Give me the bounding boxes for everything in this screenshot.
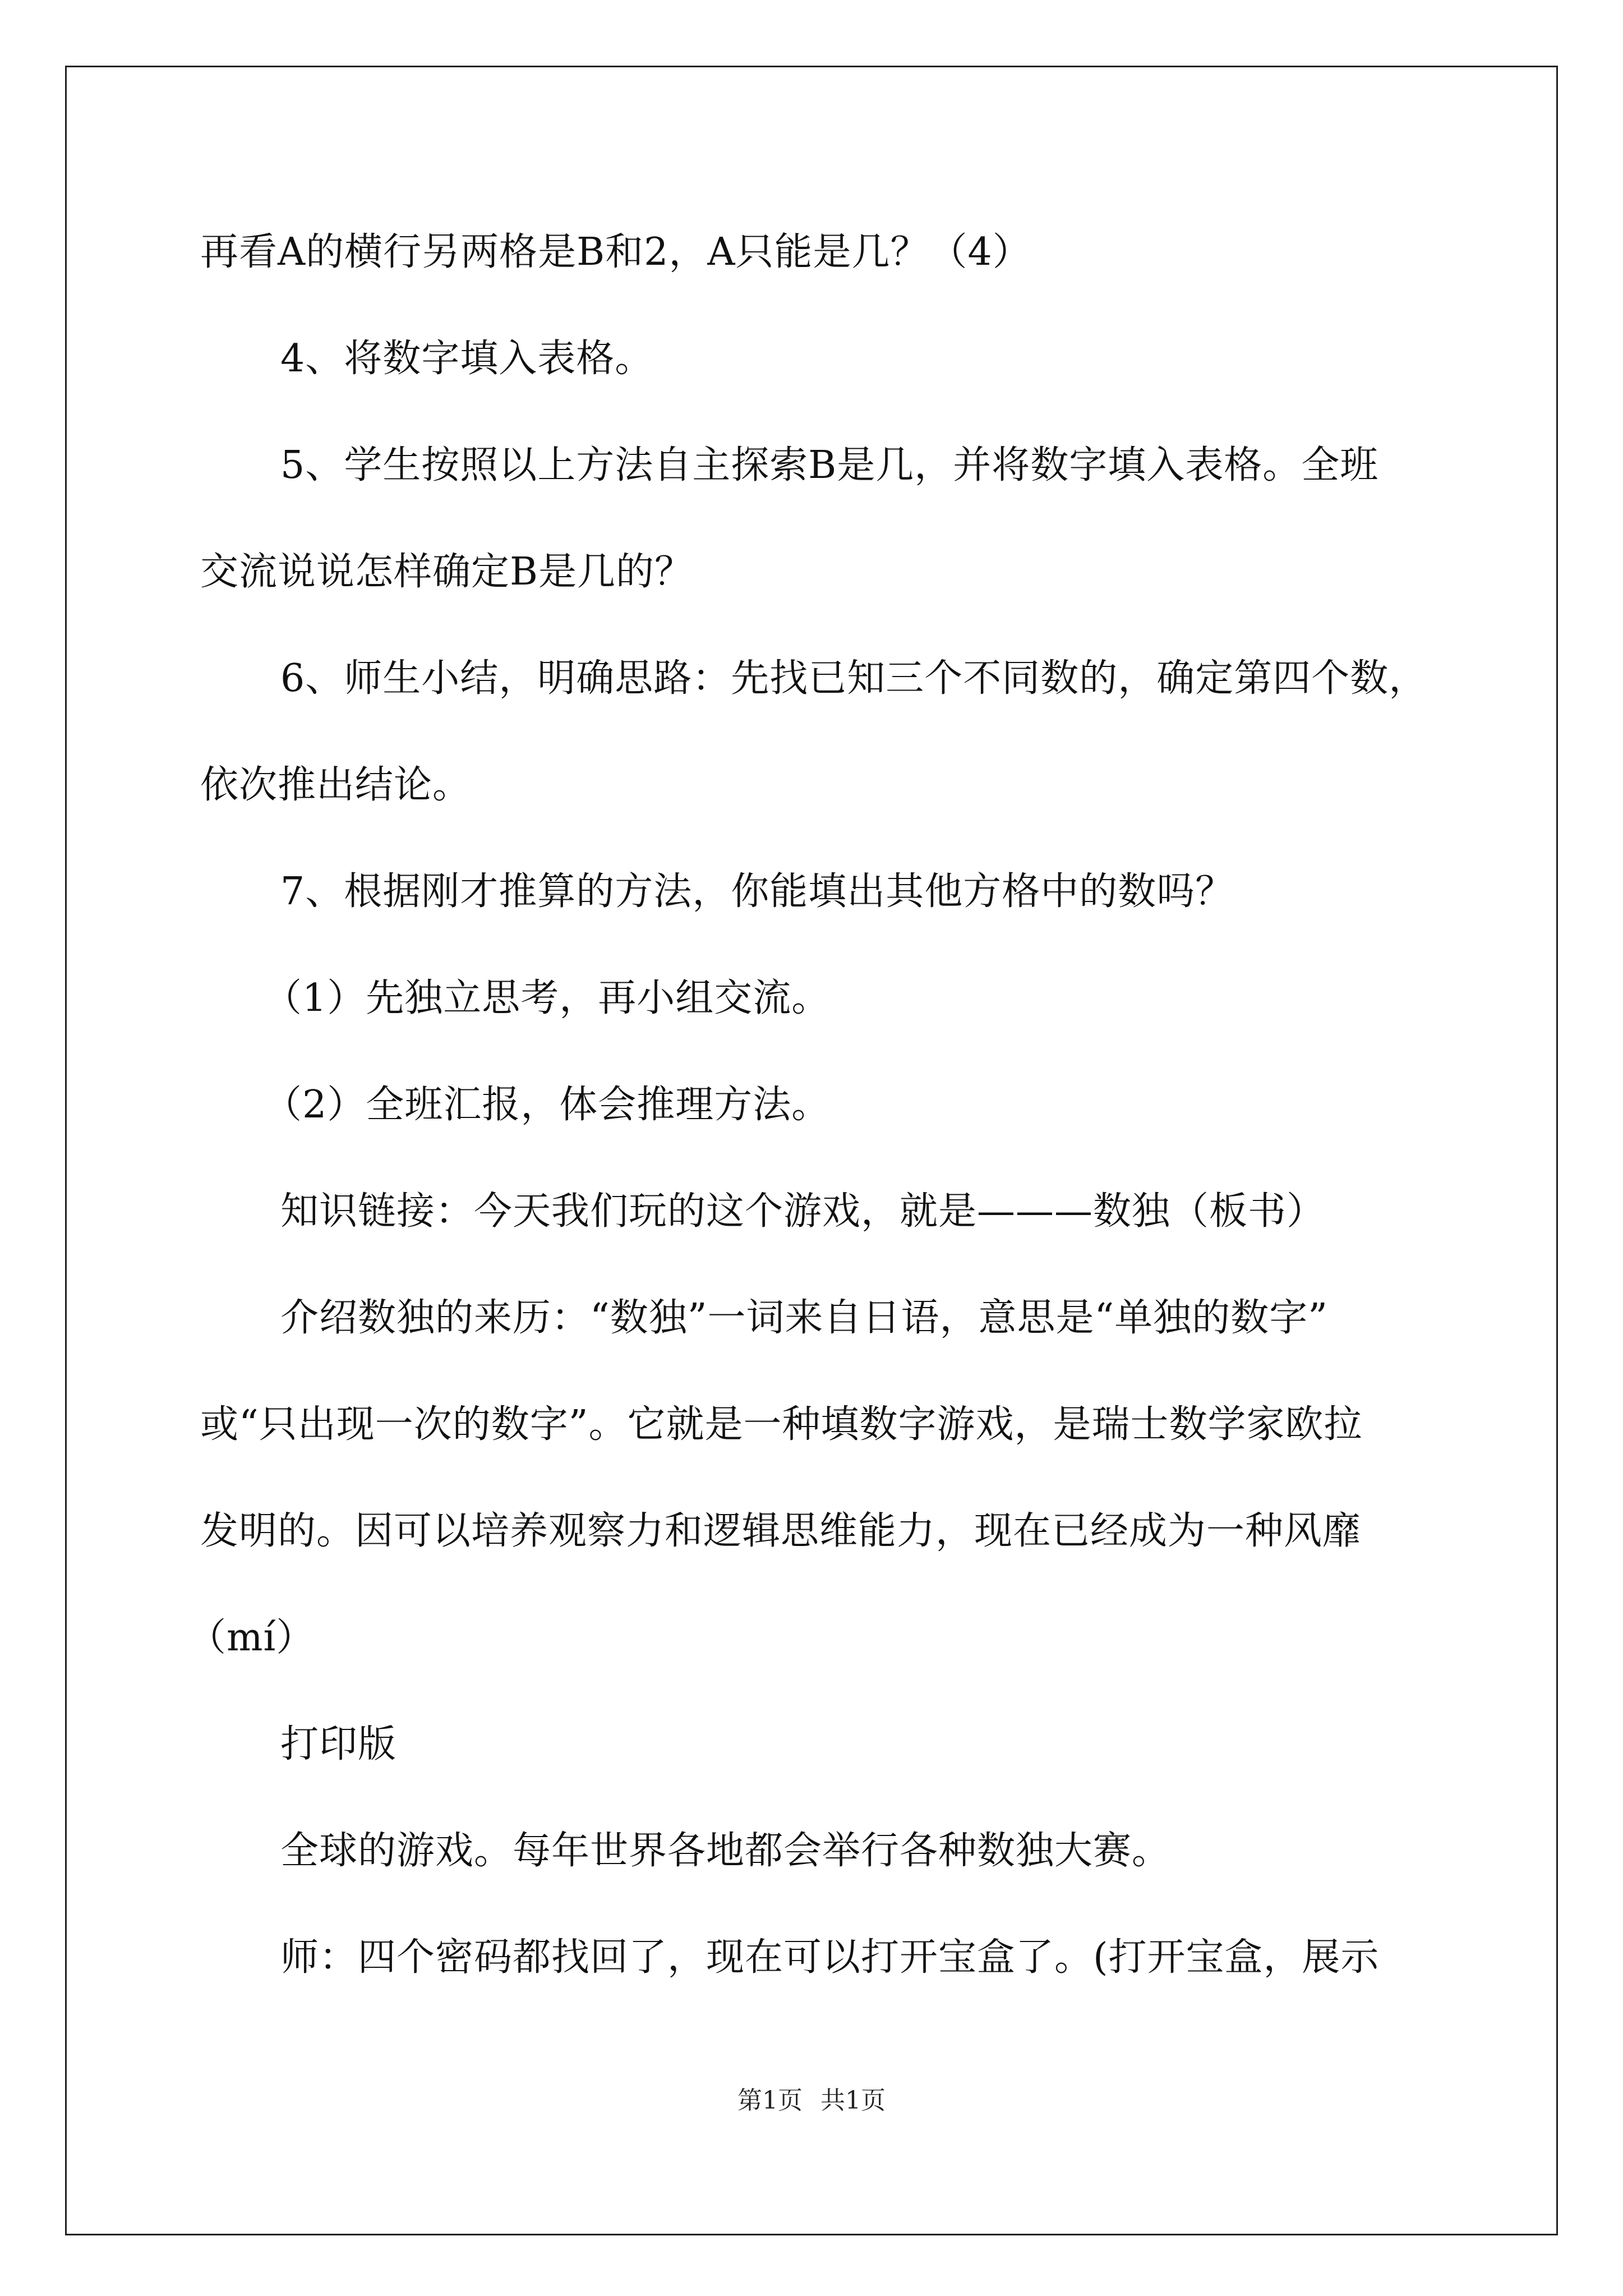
text-line-16: 全球的游戏。每年世界各地都会举行各种数独大赛。: [280, 1829, 1171, 1873]
text-line-6: 依次推出结论。: [200, 763, 472, 807]
page-border: [65, 66, 1558, 2235]
text-line-1: 再看A的横行另两格是B和2，A只能是几？（4）: [200, 230, 1031, 274]
page-footer: 第1页 共1页: [737, 2086, 886, 2115]
text-line-9: （2）全班汇报，体会推理方法。: [264, 1083, 831, 1127]
text-line-11: 介绍数独的来历：“数独”一词来自日语，意思是“单独的数字”: [280, 1296, 1329, 1340]
text-line-2: 4、将数字填入表格。: [280, 337, 654, 381]
text-line-15: 打印版: [280, 1722, 397, 1766]
text-line-17: 师：四个密码都找回了，现在可以打开宝盒了。(打开宝盒，展示: [280, 1935, 1380, 1980]
text-line-7: 7、根据刚才推算的方法，你能填出其他方格中的数吗？: [280, 869, 1234, 914]
text-line-3: 5、学生按照以上方法自主探索B是几，并将数字填入表格。全班: [280, 443, 1379, 487]
text-line-4: 交流说说怎样确定B是几的？: [200, 550, 693, 594]
text-line-8: （1）先独立思考，再小组交流。: [264, 976, 831, 1020]
text-line-14: （mí）: [188, 1616, 315, 1660]
text-line-10: 知识链接：今天我们玩的这个游戏，就是———数独（板书）: [280, 1189, 1326, 1234]
text-line-12: 或“只出现一次的数字”。它就是一种填数字游戏，是瑞士数学家欧拉: [200, 1402, 1363, 1447]
text-line-13: 发明的。因可以培养观察力和逻辑思维能力，现在已经成为一种风靡: [200, 1509, 1362, 1553]
text-line-5: 6、师生小结，明确思路：先找已知三个不同数的，确定第四个数，: [280, 656, 1428, 701]
